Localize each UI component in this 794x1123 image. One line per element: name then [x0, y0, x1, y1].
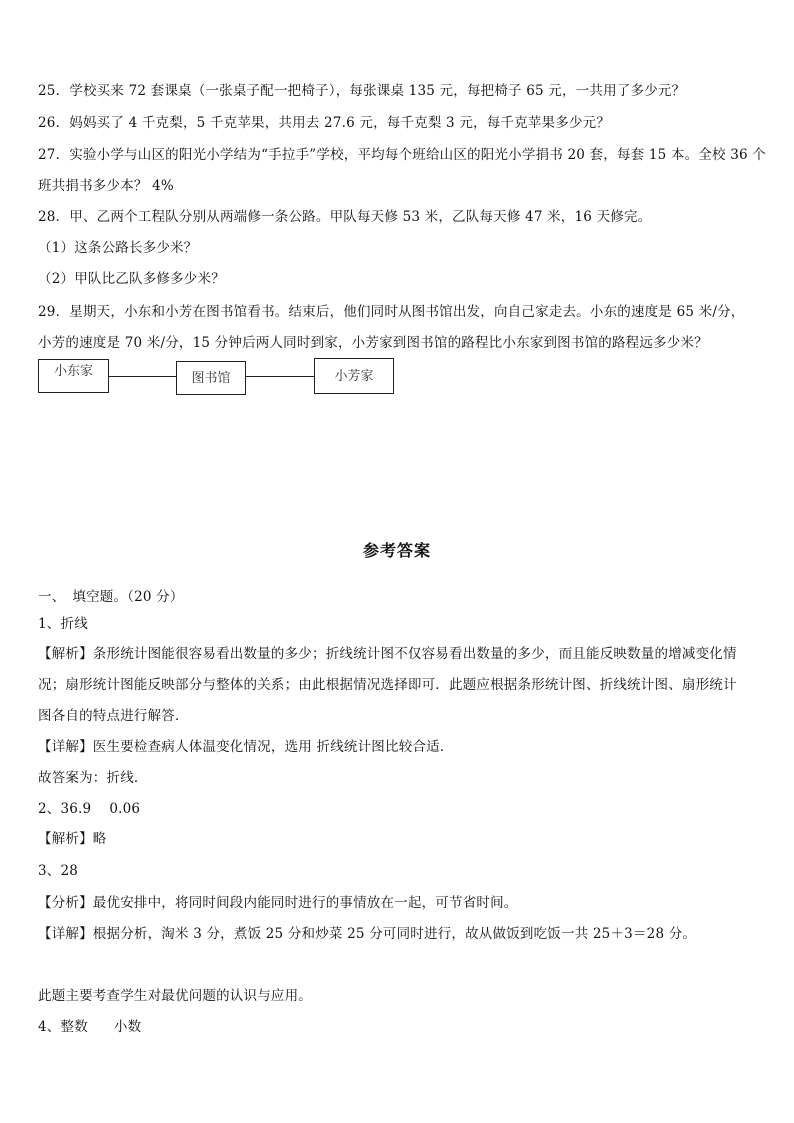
question-29-line-1: 29．星期天，小东和小芳在图书馆看书。结束后，他们同时从图书馆出发，向自己家走去。小东的速度是 65 米/分，: [38, 304, 745, 320]
answer-1: 1、折线: [38, 616, 88, 632]
answer-3-detail: 【详解】根据分析，淘米 3 分，煮饭 25 分和炒菜 25 分可同时进行，故从做饭到吃饭一共 25＋3＝28 分。: [38, 926, 697, 942]
answer-3-note: 此题主要考查学生对最优问题的认识与应用。: [38, 988, 312, 1004]
answer-2-value-1: 2、36.9: [38, 801, 92, 817]
answer-1-conclusion: 故答案为：折线．: [38, 770, 148, 786]
answer-2: [38, 800, 140, 818]
answer-1-analysis-line-2: 况；扇形统计图能反映部分与整体的关系；由此根据情况选择即可．此题应根据条形统计图、折线统计图、扇形统计: [38, 677, 737, 693]
question-25: 25．学校买来 72 套课桌（一张桌子配一把椅子），每张课桌 135 元，每把椅子 65 元，一共用了多少元？: [38, 83, 686, 99]
question-27-line-2: 班共捐书多少本？ 4%: [38, 178, 174, 194]
question-27-line-1: 27．实验小学与山区的阳光小学结为“手拉手”学校，平均每个班给山区的阳光小学捐书 20 套，每套 15 本。全校 36 个: [38, 147, 766, 163]
diagram-box-xiaodong-home: 小东家: [38, 359, 109, 393]
question-28-sub-1: （1）这条公路长多少米？: [38, 240, 198, 256]
diagram-connector-left: [109, 376, 176, 377]
diagram-connector-right: [246, 376, 314, 377]
route-diagram: [38, 357, 398, 397]
answer-1-analysis-line-3: 图各自的特点进行解答．: [38, 708, 189, 724]
answer-1-detail: 【详解】医生要检查病人体温变化情况，选用 折线统计图比较合适．: [38, 739, 454, 755]
diagram-box-xiaofang-home: 小芳家: [314, 358, 394, 394]
answer-2-analysis: 【解析】略: [38, 831, 107, 847]
answer-4-value-1: 4、整数: [38, 1019, 88, 1035]
answers-section-1-heading: 一、 填空题。（20 分）: [38, 589, 184, 605]
answer-3: 3、28: [38, 863, 79, 879]
question-28: 28．甲、乙两个工程队分别从两端修一条公路。甲队每天修 53 米，乙队每天修 47 米，16 天修完。: [38, 209, 652, 225]
question-28-sub-2: （2）甲队比乙队多修多少米？: [38, 271, 225, 287]
diagram-box-library: 图书馆: [176, 361, 246, 395]
question-26: 26．妈妈买了 4 千克梨，5 千克苹果，共用去 27.6 元，每千克梨 3 元，每千克苹果多少元？: [38, 115, 611, 131]
answer-1-analysis-line-1: 【解析】条形统计图能很容易看出数量的多少；折线统计图不仅容易看出数量的多少，而且能反映数量的增减变化情: [38, 646, 737, 662]
answer-4-value-2: 小数: [113, 1019, 142, 1035]
answer-3-analysis: 【分析】最优安排中，将同时间段内能同时进行的事情放在一起，可节省时间。: [38, 895, 518, 911]
question-29-line-2: 小芳的速度是 70 米/分，15 分钟后两人同时到家，小芳家到图书馆的路程比小东家到图书馆的路程远多少米？: [38, 335, 708, 351]
answer-2-value-2: 0.06: [109, 801, 141, 817]
answers-title: 参考答案: [362, 541, 431, 560]
answer-4: [38, 1018, 141, 1036]
